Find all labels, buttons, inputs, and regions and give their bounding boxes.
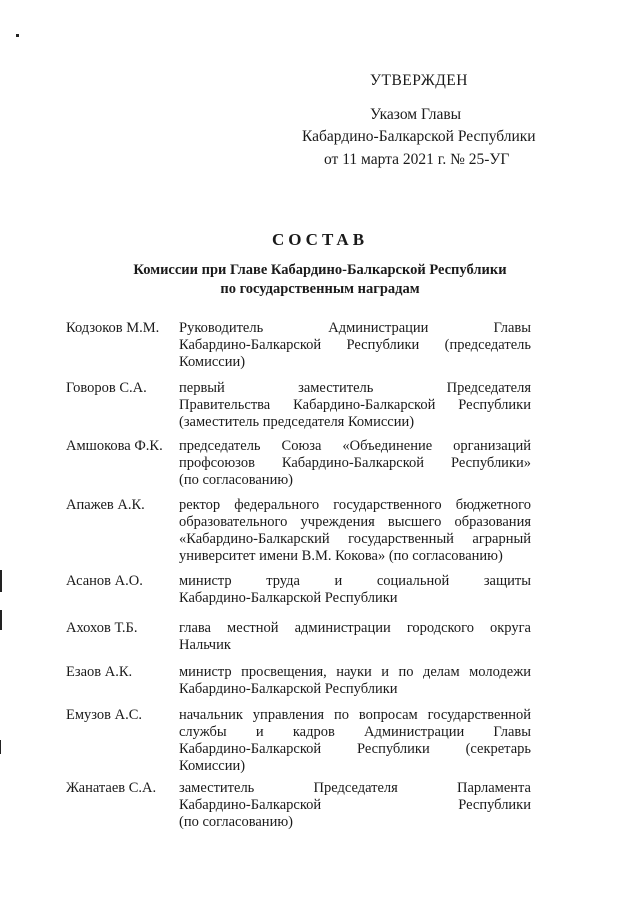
member-role-line: Кабардино-Балкарской Республики — [179, 681, 398, 697]
member-role-line: Кабардино-Балкарской Республики — [179, 590, 398, 606]
member-role — [179, 664, 531, 698]
scan-mark — [16, 34, 19, 37]
member-role — [179, 573, 531, 607]
member-role-line: Кабардино-Балкарской Республики — [179, 797, 531, 813]
member-role-line: (по согласованию) — [179, 814, 293, 830]
member-role-line: первый заместитель Председателя — [179, 380, 531, 396]
member-name: Амшокова Ф.К. — [66, 438, 163, 454]
member-role-line: службы и кадров Администрации Главы — [179, 724, 531, 740]
member-role-line: начальник управления по вопросам государственной — [179, 707, 531, 723]
page-title: СОСТАВ — [271, 230, 369, 249]
scan-mark — [0, 740, 1, 754]
member-role — [179, 380, 531, 431]
member-role-line: Кабардино-Балкарской Республики (председатель — [179, 337, 531, 353]
member-role-line: Комиссии) — [179, 354, 246, 370]
scan-mark — [0, 570, 2, 592]
scan-mark — [0, 610, 2, 630]
member-role-line: председатель Союза «Объединение организаций — [179, 438, 531, 454]
member-name: Жанатаев С.А. — [66, 780, 157, 796]
member-role-line: глава местной администрации городского округа — [179, 620, 531, 636]
member-role — [179, 320, 531, 371]
member-name: Апажев А.К. — [66, 497, 145, 513]
member-role-line: образовательного учреждения высшего образования — [179, 514, 531, 530]
member-role — [179, 497, 531, 565]
member-role-line: «Кабардино-Балкарский государственный аграрный — [179, 531, 531, 547]
member-role-line: министр труда и социальной защиты — [179, 573, 531, 589]
subtitle-line-1: Комиссии при Главе Кабардино-Балкарской Республики — [133, 262, 507, 278]
member-role-line: Комиссии) — [179, 758, 246, 774]
member-name: Езаов А.К. — [66, 664, 133, 680]
member-name: Асанов А.О. — [66, 573, 143, 589]
member-role-line: министр просвещения, науки и по делам молодежи — [179, 664, 531, 680]
member-role — [179, 438, 531, 489]
member-role — [179, 620, 531, 654]
member-role — [179, 707, 531, 775]
member-role-line: Руководитель Администрации Главы — [179, 320, 531, 336]
member-name: Говоров С.А. — [66, 380, 147, 396]
republic-line: Кабардино-Балкарской Республики — [302, 128, 536, 145]
member-role-line: профсоюзов Кабардино-Балкарской Республики» — [179, 455, 531, 471]
decree-line: Указом Главы — [370, 106, 462, 123]
member-role-line: ректор федерального государственного бюджетного — [179, 497, 531, 513]
member-name: Кодзоков М.М. — [66, 320, 160, 336]
member-name: Ахохов Т.Б. — [66, 620, 138, 636]
member-role-line: (по согласованию) — [179, 472, 293, 488]
member-role-line: заместитель Председателя Парламента — [179, 780, 531, 796]
member-name: Емузов А.С. — [66, 707, 143, 723]
member-role-line: Правительства Кабардино-Балкарской Республики — [179, 397, 531, 413]
member-role-line: (заместитель председателя Комиссии) — [179, 414, 415, 430]
member-role — [179, 780, 531, 831]
decree-date: от 11 марта 2021 г. № 25-УГ — [324, 151, 510, 168]
approved-label: УТВЕРЖДЕН — [370, 72, 468, 89]
subtitle-line-2: по государственным наградам — [220, 281, 420, 297]
member-role-line: университет имени В.М. Кокова» (по согласованию) — [179, 548, 503, 564]
member-role-line: Нальчик — [179, 637, 231, 653]
page-subtitle — [0, 261, 640, 299]
member-role-line: Кабардино-Балкарской Республики (секретарь — [179, 741, 531, 757]
